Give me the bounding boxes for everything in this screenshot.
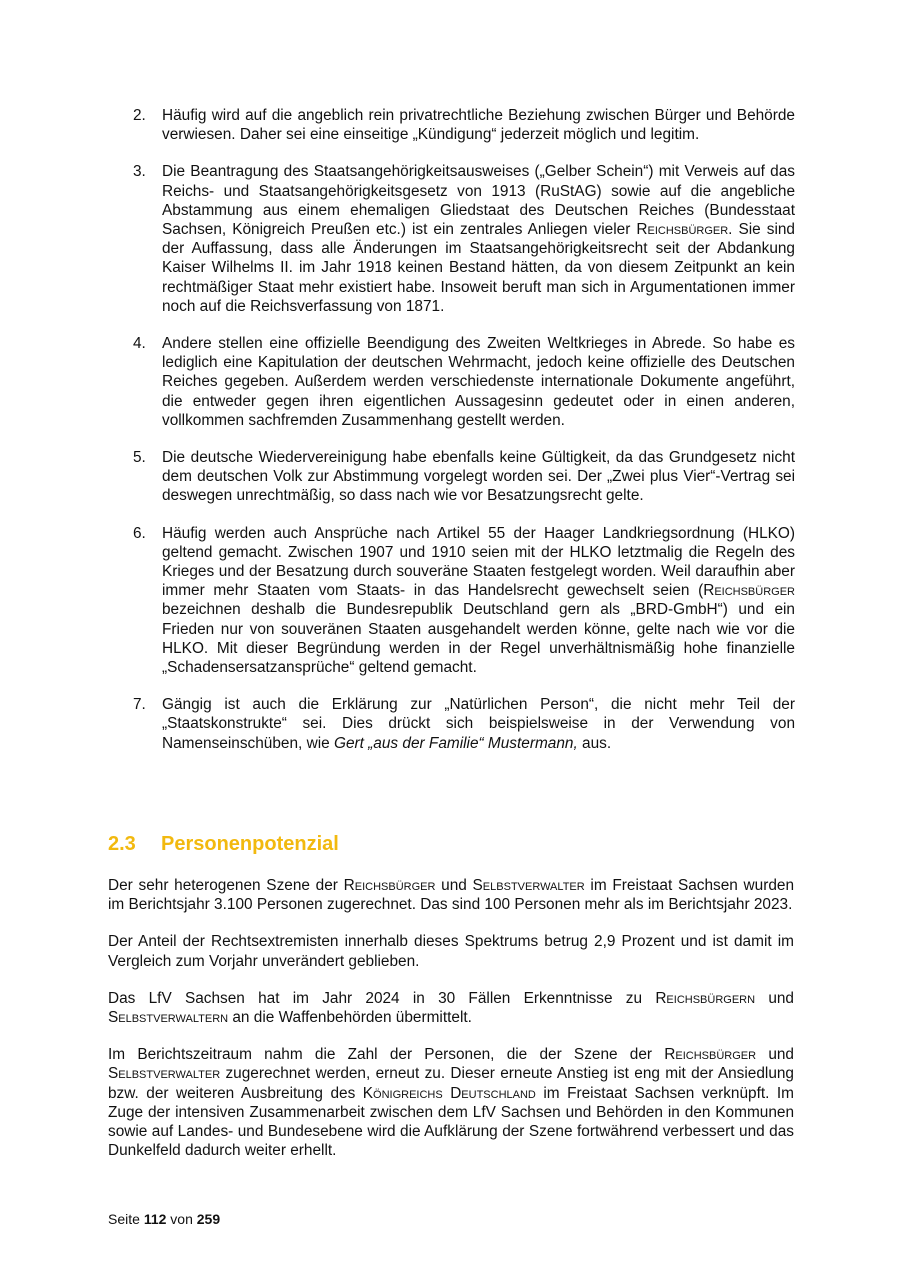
list-item-text: Gängig ist auch die Erklärung zur „Natürlichen Person“, die nicht mehr Teil der „Staatskonstrukte“ sei. Dies drückt sich beispielsweise in der Verwendung von Namenseinschüben, wie — [162, 696, 795, 752]
page-footer — [108, 1211, 220, 1227]
paragraph-text: Der Anteil der Rechtsextremisten innerhalb dieses Spektrums betrug 2,9 Prozent und ist damit im Vergleich zum Vorjahr unverändert geblieben. — [108, 933, 794, 970]
term-reichsbuerger: Reichsbürger — [664, 1046, 757, 1064]
term-selbstverwalter: Selbstverwalter — [472, 877, 585, 894]
list-item-text: bezeichnen deshalb die Bundesrepublik Deutschland gern als „BRD-GmbH“) und ein Frieden nur von souveränen Staaten ausgehandelt werden könne, gelte nach wie vor die HLKO. Mit dieser Begründung werden in der Regel unverhältnismäßig hohe finanzielle „Schadensersatzansprüche“ geltend gemacht. — [162, 601, 795, 677]
total-pages: 259 — [196, 1211, 221, 1227]
section-heading — [108, 833, 339, 856]
list-item-text: Häufig werden auch Ansprüche nach Artikel 55 der Haager Landkriegsordnung (HLKO) geltend gemacht. Zwischen 1907 und 1910 seien mit der HLKO letztmalig die Regeln des Krieges und der Besatzung durch souveräne Staaten festgelegt worden. Weil daraufhin aber immer mehr Staaten vom Staats- in das Handelsrecht gewechselt seien ( — [162, 524, 795, 600]
paragraph — [108, 1045, 794, 1160]
list-item-number: 2. — [133, 107, 146, 124]
list-item-number: 6. — [133, 524, 146, 542]
term-reichsbuerger: Reichsbürger — [703, 582, 795, 600]
paragraph-text: Der sehr heterogenen Szene der — [108, 877, 338, 894]
list-item — [133, 106, 795, 144]
term-selbstverwalter: Selbstverwalter — [108, 1065, 221, 1083]
list-item — [133, 695, 795, 753]
list-item-number: 7. — [133, 696, 146, 714]
list-item — [133, 448, 795, 506]
footer-middle: von — [170, 1211, 193, 1227]
list-item — [133, 334, 795, 430]
list-item — [133, 524, 795, 678]
example-name: Gert „aus der Familie“ Mustermann, — [333, 734, 578, 752]
list-item-text: aus. — [582, 734, 612, 752]
list-item-text: Andere stellen eine offizielle Beendigung des Zweiten Weltkrieges in Abrede. So habe es lediglich eine Kapitulation der deutschen Wehrmacht, jedoch keine offizielle des Deutschen Reiches gegeben. Außerdem werden verschiedenste internationale Dokumente angeführt, die entweder gegen ihren eigentlichen Aussagesinn gedeutet oder in einen anderen, vollkommen sachfremden Zusammenhang gestellt werden. — [162, 335, 795, 429]
paragraph-text: Im Berichtszeitraum nahm die Zahl der Personen, die der Szene der — [108, 1046, 653, 1064]
paragraph-text: und — [441, 877, 467, 894]
term-reichsbuerger: Reichsbürger — [636, 221, 729, 239]
paragraph-text: und — [768, 989, 794, 1007]
term-reichsbuerger: Reichsbürger — [343, 877, 436, 894]
list-item-number: 3. — [133, 163, 146, 181]
current-page-number: 112 — [143, 1211, 167, 1227]
paragraph — [108, 932, 794, 970]
paragraph-text: Das LfV Sachsen hat im Jahr 2024 in 30 Fällen Erkenntnisse zu — [108, 989, 643, 1007]
section-number: 2.3 — [108, 833, 136, 855]
list-item-number: 4. — [133, 335, 146, 353]
paragraph-text: an die Waffenbehörden übermittelt. — [232, 1009, 472, 1027]
paragraph — [108, 989, 794, 1027]
list-item-number: 5. — [133, 449, 146, 467]
paragraph — [108, 876, 794, 914]
argument-list — [133, 106, 795, 771]
footer-prefix: Seite — [108, 1211, 140, 1227]
section-title: Personenpotenzial — [161, 833, 339, 855]
list-item — [133, 162, 795, 316]
paragraph-text: im Freistaat Sachsen verknüpft. Im Zuge der intensiven Zusammenarbeit zwischen dem LfV Sachsen und Behörden in den Kommunen sowie auf Landes- und Bundesebene wird die Aufklärung der Szene fortwährend verbessert und das Dunkelfeld dadurch weiter erhellt. — [108, 1084, 795, 1160]
term-reichsbuergern: Reichsbürgern — [655, 989, 756, 1007]
paragraph-text: im Freistaat Sachsen wurden im Berichtsjahr 3.100 Personen zugerechnet. Das sind 100 Personen mehr als im Berichtsjahr 2023. — [108, 877, 795, 914]
term-selbstverwaltern: Selbstverwaltern — [108, 1009, 229, 1027]
list-item-text: Die Beantragung des Staatsangehörigkeitsausweises („Gelber Schein“) mit Verweis auf das Reichs- und Staatsangehörigkeitsgesetz von 1913 (RuStAG) sowie auf die angebliche Abstammung aus einem ehemaligen Gliedstaat des Deutschen Reiches (Bundesstaat Sachsen, Königreich Preußen etc.) ist ein zentrales Anliegen vieler — [162, 163, 795, 239]
paragraph-text: und — [768, 1046, 794, 1064]
list-item-text: Häufig wird auf die angeblich rein privatrechtliche Beziehung zwischen Bürger und Behörde verwiesen. Daher sei eine einseitige „Kündigung“ jederzeit möglich und legitim. — [162, 107, 795, 144]
paragraph-text: zugerechnet werden, erneut zu. Dieser erneute Anstieg ist eng mit der Ansiedlung bzw. der weiteren Ausbreitung des — [108, 1065, 794, 1102]
term-koenigreich-deutschland: Königreichs Deutschland — [362, 1084, 536, 1102]
list-item-text: Die deutsche Wiedervereinigung habe ebenfalls keine Gültigkeit, da das Grundgesetz nicht dem deutschen Volk zur Abstimmung vorgelegt worden sei. Der „Zwei plus Vier“-Vertrag sei deswegen unrechtmäßig, so dass nach wie vor Besatzungsrecht gelte. — [162, 449, 795, 505]
section-body — [108, 876, 794, 1178]
list-item-text: . Sie sind der Auffassung, dass alle Änderungen im Staatsangehörigkeitsrecht seit der Abdankung Kaiser Wilhelms II. im Jahr 1918 keinen Bestand hätten, da von diesem Zeitpunkt an kein rechtmäßiger Staat mehr existiert habe. Insoweit beruft man sich in Argumentationen immer noch auf die Reichsverfassung von 1871. — [162, 221, 795, 315]
